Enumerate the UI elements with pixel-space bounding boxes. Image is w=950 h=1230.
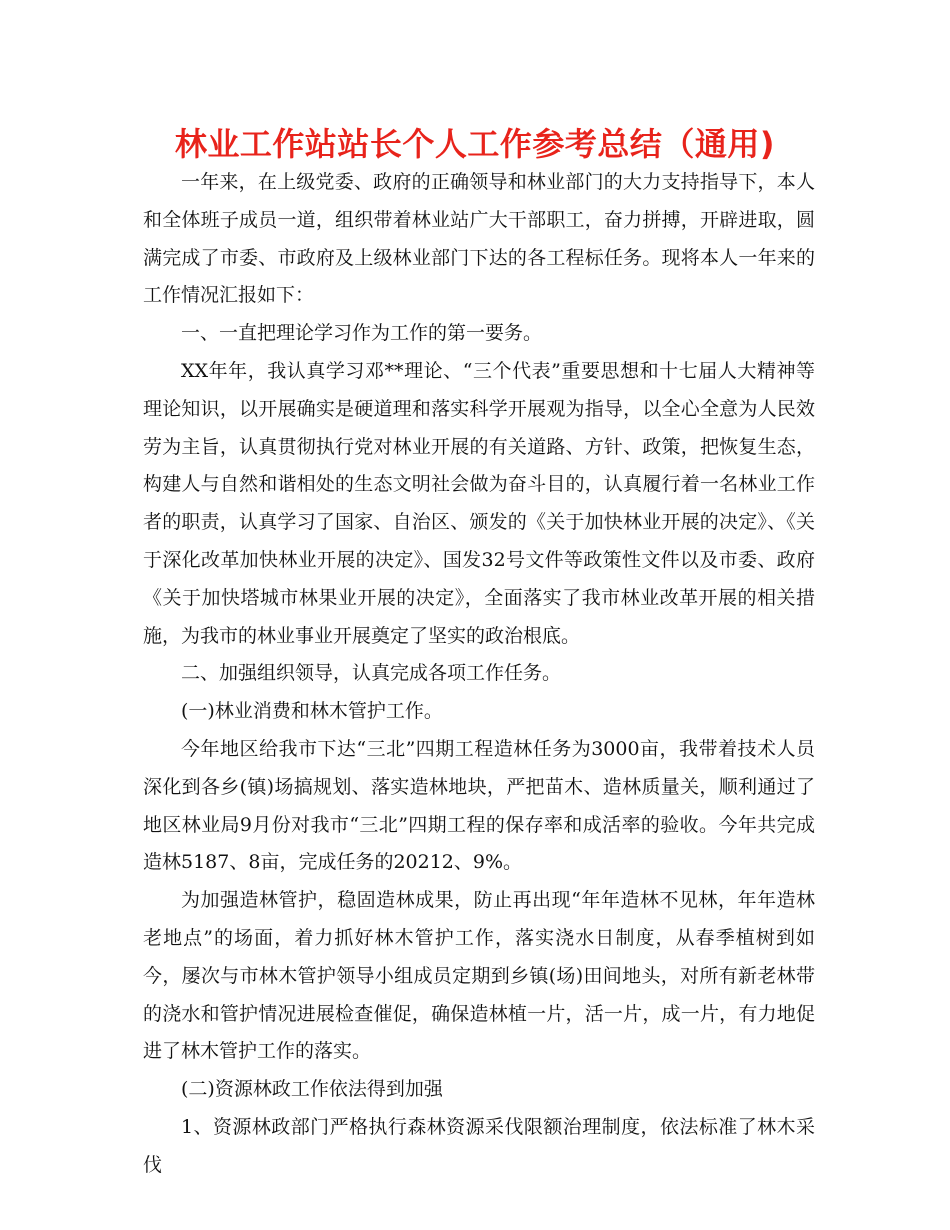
heading-section-1: 一、一直把理论学习作为工作的第一要务。 [181,322,543,345]
paragraph-afforestation: 今年地区给我市下达“三北”四期工程造林任务为3000亩，我带着技术人员深化到各乡(镇)场搞规划、落实造林地块，严把苗木、造林质量关，顺利通过了地区林业局9月份对我市“三北”四期工程的保存率和成活率的验收。今年共完成造林5187、8亩，完成任务的20212、9%。 [143,737,815,874]
document-body [143,164,815,1185]
paragraph-theory-study: XX年年，我认真学习邓**理论、“三个代表”重要思想和十七届人大精神等理论知识，以开展确实是硬道理和落实科学开展观为指导，以全心全意为人民效劳为主旨，认真贯彻执行党对林业开展的有关道路、方针、政策，把恢复生态，构建人与自然和谐相处的生态文明社会做为奋斗目的，认真履行着一名林业工作者的职责，认真学习了国家、自治区、颁发的《关于加快林业开展的决定》、《关于深化改革加快林业开展的决定》、国发32号文件等政策性文件以及市委、政府《关于加快塔城市林果业开展的决定》，全面落实了我市林业改革开展的相关措施，为我市的林业事业开展奠定了坚实的政治根底。 [143,359,815,647]
subheading-resource-administration: (二)资源林政工作依法得到加强 [181,1078,443,1101]
paragraph-forest-management: 为加强造林管护，稳固造林成果，防止再出现“年年造林不见林，年年造林老地点”的场面，着力抓好林木管护工作，落实浇水日制度，从春季植树到如今，屡次与市林木管护领导小组成员定期到乡镇(场)田间地头，对所有新老林带的浇水和管护情况进展检查催促，确保造林植一片，活一片，成一片，有力地促进了林木管护工作的落实。 [143,889,815,1063]
document-title: 林业工作站站长个人工作参考总结（通用) [174,125,776,163]
paragraph-logging-quota: 1、资源林政部门严格执行森林资源采伐限额治理制度，依法标准了林木采伐 [143,1115,815,1176]
paragraph-intro: 一年来，在上级党委、政府的正确领导和林业部门的大力支持指导下，本人和全体班子成员一道，组织带着林业站广大干部职工，奋力拼搏，开辟进取，圆满完成了市委、市政府及上级林业部门下达的各工程标任务。现将本人一年来的工作情况汇报如下： [143,171,815,307]
subheading-forestry-work: (一)林业消费和林木管护工作。 [181,700,443,723]
heading-section-2: 二、加强组织领导，认真完成各项工作任务。 [181,662,562,685]
